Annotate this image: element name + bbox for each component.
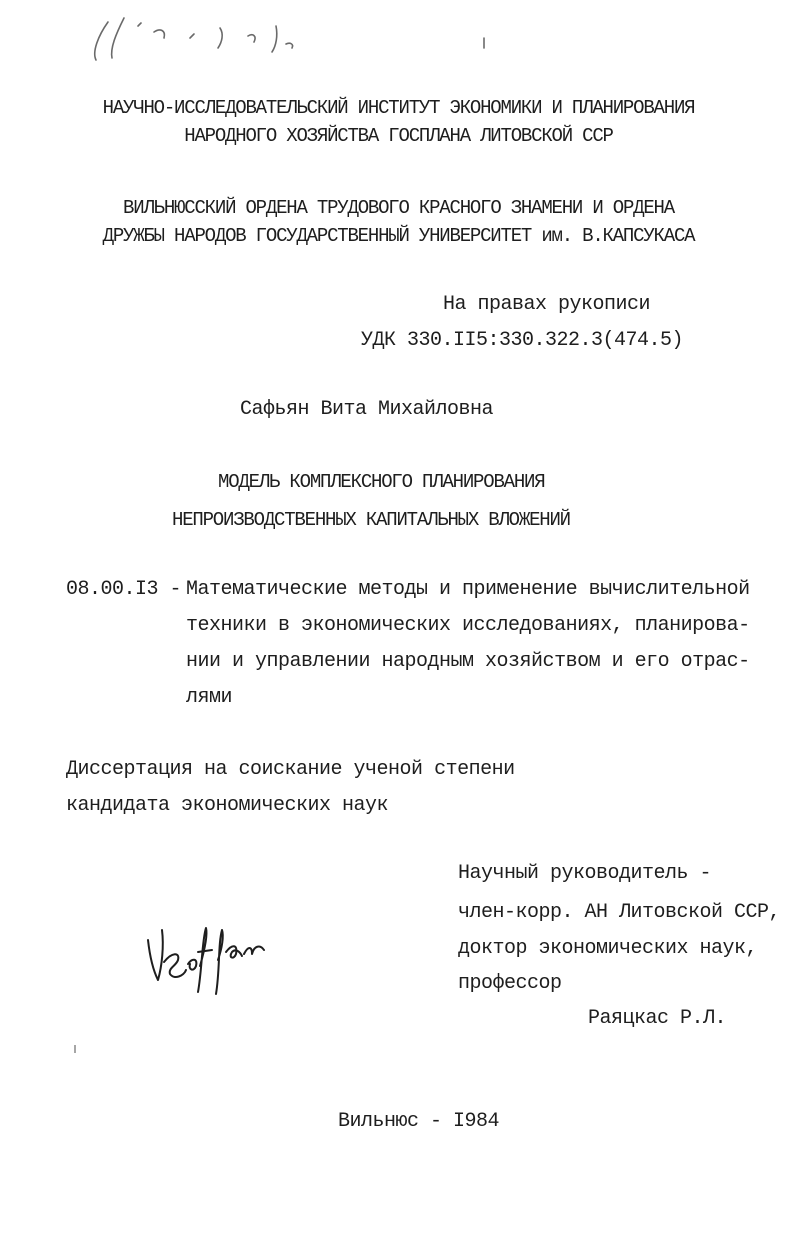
city-and-year: Вильнюс - I984 — [338, 1110, 500, 1133]
udc-code: УДК 330.II5:330.322.3(474.5) — [361, 329, 684, 352]
specialty-line-2: техники в экономических исследованиях, планирова- — [186, 614, 750, 637]
supervisor-label: Научный руководитель - — [458, 862, 712, 885]
degree-line-1: Диссертация на соискание ученой степени — [66, 758, 515, 781]
university-name-line-2: ДРУЖБЫ НАРОДОВ ГОСУДАРСТВЕННЫЙ УНИВЕРСИТЕТ им. В.КАПСУКАСА — [102, 225, 695, 247]
specialty-line-3: нии и управлении народным хозяйством и его отрас- — [186, 650, 750, 673]
pencil-mark-icon — [72, 1044, 78, 1054]
degree-line-2: кандидата экономических наук — [66, 794, 389, 817]
supervisor-title: член-корр. АН Литовской ССР, — [458, 901, 781, 924]
supervisor-degree: доктор экономических наук, — [458, 937, 758, 960]
institute-name-line-1: НАУЧНО-ИССЛЕДОВАТЕЛЬСКИЙ ИНСТИТУТ ЭКОНОМИКИ И ПЛАНИРОВАНИЯ — [102, 97, 695, 119]
supervisor-rank: профессор — [458, 972, 562, 995]
dissertation-title-line-2: НЕПРОИЗВОДСТВЕННЫХ КАПИТАЛЬНЫХ ВЛОЖЕНИЙ — [172, 509, 570, 531]
dissertation-title-line-1: МОДЕЛЬ КОМПЛЕКСНОГО ПЛАНИРОВАНИЯ — [218, 471, 545, 493]
author-signature — [140, 900, 290, 1000]
university-name-line-1: ВИЛЬНЮССКИЙ ОРДЕНА ТРУДОВОГО КРАСНОГО ЗНАМЕНИ И ОРДЕНА — [123, 197, 674, 219]
specialty-code: 08.00.I3 - — [66, 578, 182, 601]
specialty-line-1: Математические методы и применение вычислительной — [186, 578, 750, 601]
institute-name-line-2: НАРОДНОГО ХОЗЯЙСТВА ГОСПЛАНА ЛИТОВСКОЙ ССР — [184, 125, 613, 147]
pencil-scribble-icon — [80, 8, 500, 68]
manuscript-rights: На правах рукописи — [443, 293, 651, 316]
specialty-line-4: лями — [186, 686, 233, 709]
supervisor-name: Раяцкас Р.Л. — [588, 1007, 727, 1030]
author-name: Сафьян Вита Михайловна — [240, 398, 494, 421]
